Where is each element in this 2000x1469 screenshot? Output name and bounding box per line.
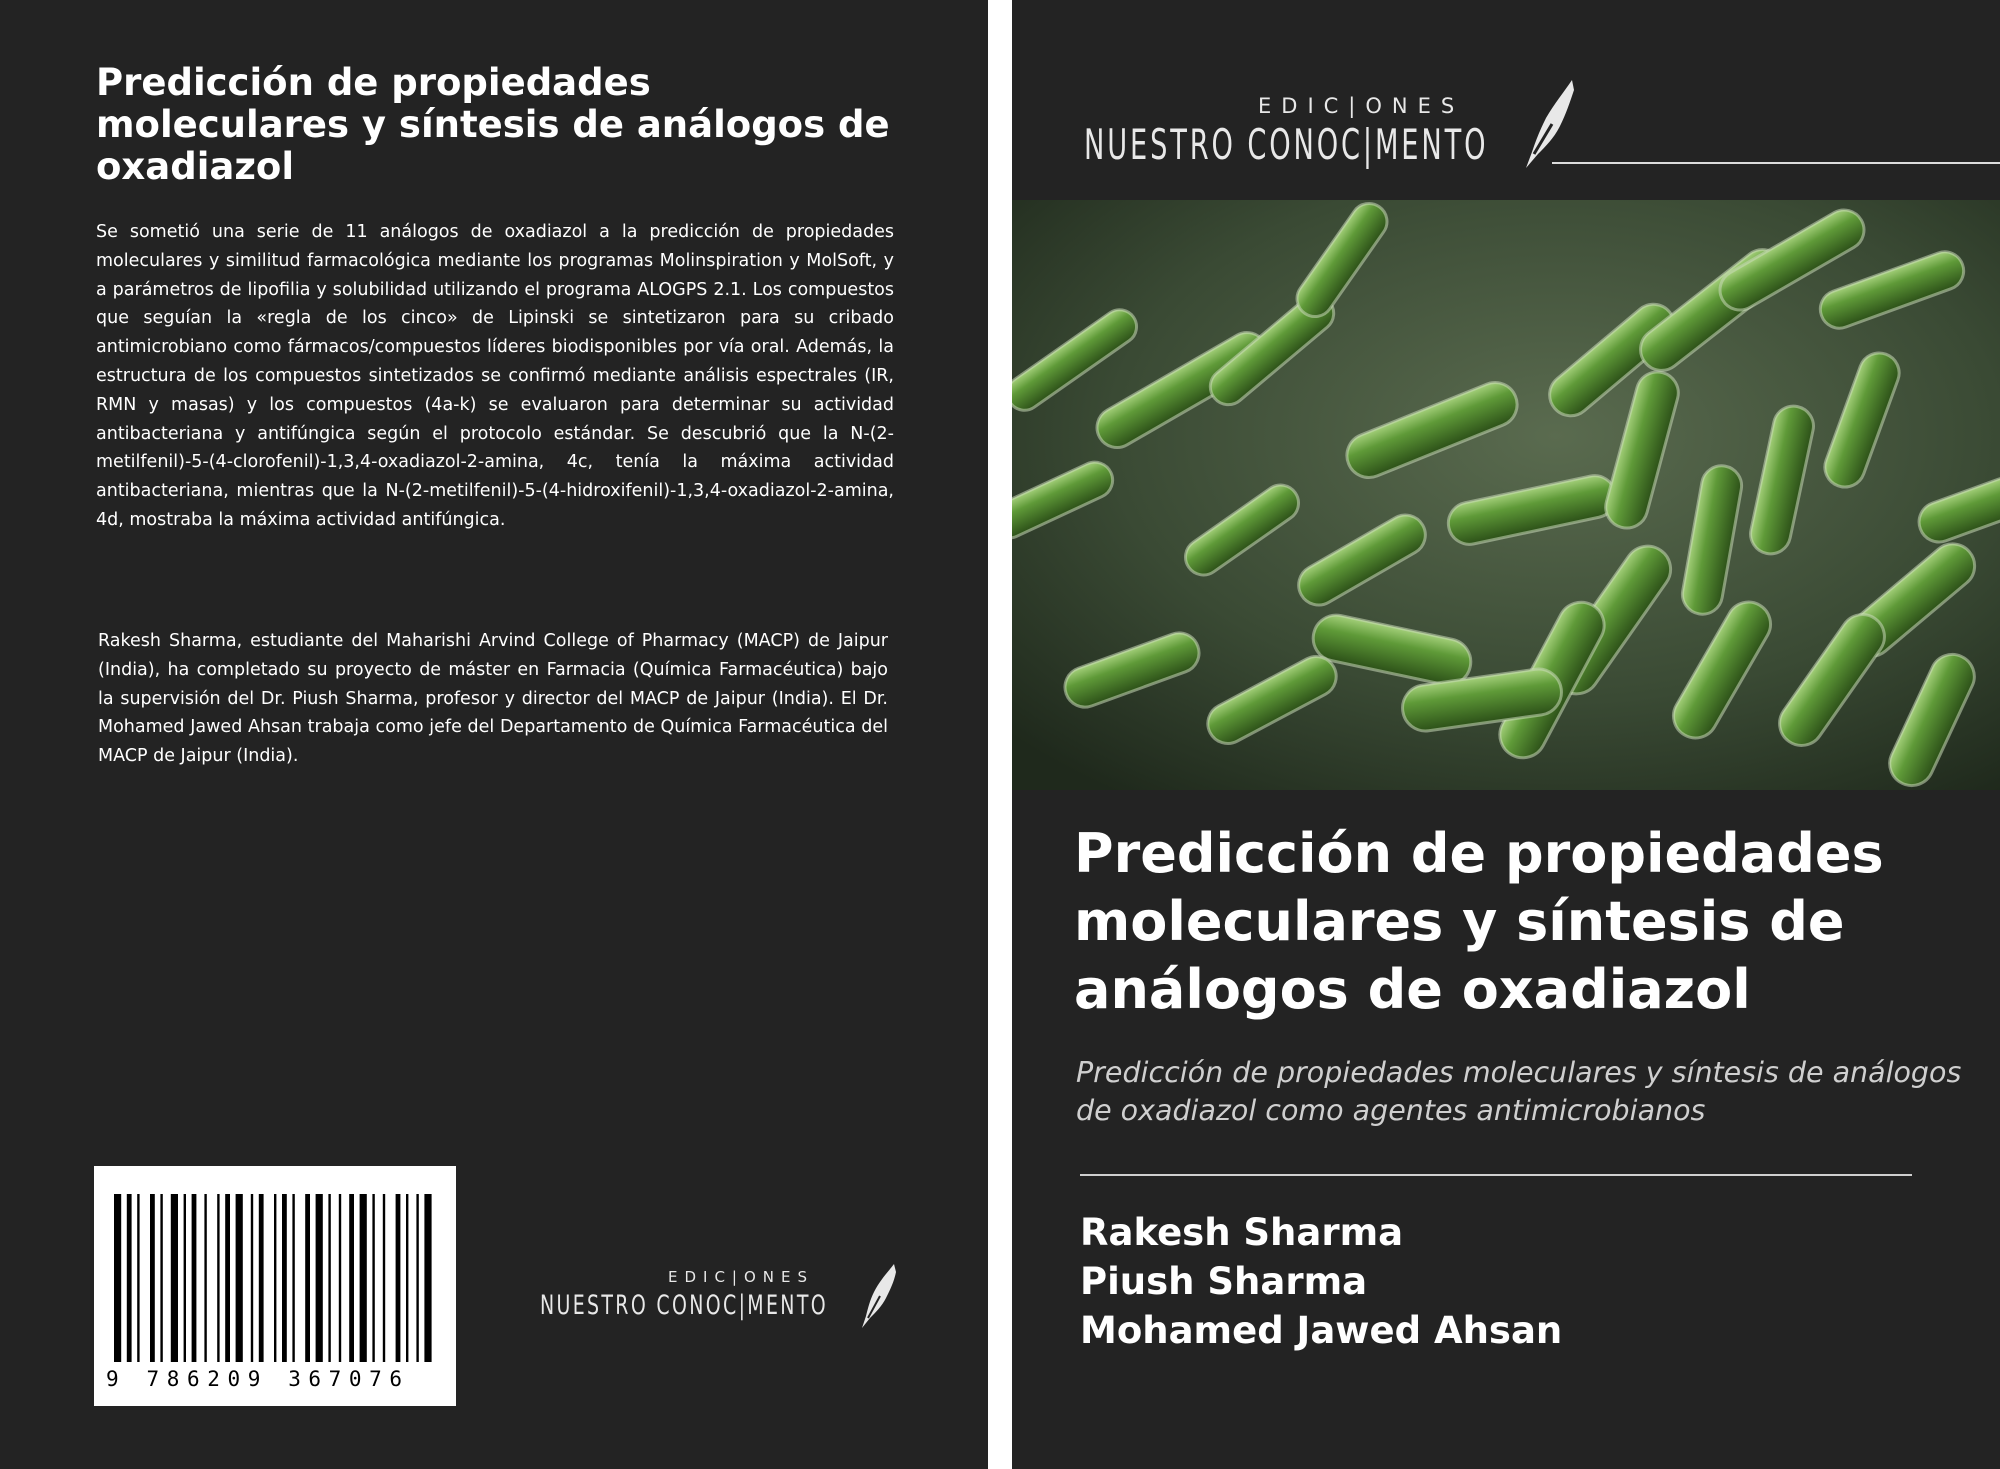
publisher-logo-front: [1072, 78, 2000, 178]
author-list: [1080, 1208, 1960, 1355]
barcode-bar: [184, 1194, 186, 1362]
barcode-bar: [137, 1194, 139, 1362]
publisher-line-2: NUESTRO CONOC|MENTO: [1084, 120, 1489, 169]
barcode-bar: [127, 1194, 132, 1362]
barcode-bar: [416, 1194, 418, 1362]
barcode-bar: [372, 1194, 374, 1362]
back-cover: [0, 0, 988, 1469]
barcode-bar: [305, 1194, 310, 1362]
back-cover-title: Predicción de propiedades moleculares y síntesis de análogos de oxadiazol: [96, 61, 890, 188]
barcode-bar: [406, 1194, 408, 1362]
fountain-pen-icon: [858, 1262, 900, 1330]
author-name: Mohamed Jawed Ahsan: [1080, 1309, 1563, 1352]
barcode-bar: [424, 1194, 431, 1362]
front-cover: [1012, 0, 2000, 1469]
barcode-number: 9 786209 367076: [106, 1367, 410, 1391]
logo-rule: [1552, 162, 2000, 164]
author-name: Rakesh Sharma: [1080, 1211, 1404, 1254]
back-cover-abstract: Se sometió una serie de 11 análogos de oxadiazol a la predicción de propiedades moleculares y similitud farmacológica mediante los programas Molinspiration y MolSoft, y a parámetros de lipofilia y solubilidad utilizando el programa ALOGPS 2.1. Los compuestos que seguían la «regla de los cinco» de Lipinski se sintetizaron para su cribado antimicrobiano como fármacos/compuestos líderes biodisponibles por vía oral. Además, la estructura de los compuestos sintetizados se confirmó mediante análisis espectrales (IR, RMN y masas) y los compuestos (4a-k) se evaluaron para determinar su actividad antibacteriana y antifúngica según el protocolo estándar. Se descubrió que la N-(2-metilfenil)-5-(4-clorofenil)-1,3,4-oxadiazol-2-amina, 4c, tenía la máxima actividad antibacteriana, mientras que la N-(2-metilfenil)-5-(4-hidroxifenil)-1,3,4-oxadiazol-2-amina, 4d, mostraba la máxima actividad antifúngica.: [96, 222, 894, 530]
barcode-bar: [171, 1194, 178, 1362]
publisher-line-2: NUESTRO CONOC|MENTO: [540, 1290, 828, 1321]
barcode-bar: [150, 1194, 155, 1362]
barcode-bar: [251, 1194, 253, 1362]
barcode-bar: [396, 1194, 401, 1362]
barcode-bar: [160, 1194, 162, 1362]
publisher-logo-back: [540, 1262, 900, 1332]
book-title: Predicción de propiedades moleculares y síntesis de análogos de oxadiazol: [1074, 822, 1884, 1021]
barcode-bar: [204, 1194, 206, 1362]
barcode-bar: [360, 1194, 367, 1362]
barcode-bar: [316, 1194, 323, 1362]
bacteria-cover-image: [1012, 200, 2000, 790]
barcode-bars: [114, 1194, 436, 1364]
author-name: Piush Sharma: [1080, 1260, 1368, 1303]
fountain-pen-icon: [1522, 78, 1578, 170]
barcode-bar: [349, 1194, 354, 1362]
barcode-bar: [292, 1194, 294, 1362]
publisher-line-1: EDIC|ONES: [1258, 94, 1465, 118]
barcode-bar: [282, 1194, 287, 1362]
barcode-bar: [217, 1194, 219, 1362]
barcode-bar: [236, 1194, 243, 1362]
barcode-bar: [339, 1194, 341, 1362]
isbn-barcode: [94, 1166, 456, 1406]
barcode-bar: [328, 1194, 330, 1362]
barcode-bar: [274, 1194, 276, 1362]
barcode-bar: [225, 1194, 230, 1362]
barcode-bar: [114, 1194, 121, 1362]
barcode-bar: [192, 1194, 197, 1362]
book-subtitle: Predicción de propiedades moleculares y síntesis de análogos de oxadiazol como agentes antimicrobianos: [1076, 1056, 1962, 1127]
author-biography: Rakesh Sharma, estudiante del Maharishi Arvind College of Pharmacy (MACP) de Jaipur (India), ha completado su proyecto de máster en Farmacia (Química Farmacéutica) bajo la supervisión del Dr. Piush Sharma, profesor y director del MACP de Jaipur (India). El Dr. Mohamed Jawed Ahsan trabaja como jefe del Departamento de Química Farmacéutica del MACP de Jaipur (India).: [98, 631, 888, 767]
barcode-bar: [383, 1194, 385, 1362]
barcode-bar: [259, 1194, 264, 1362]
publisher-line-1: EDIC|ONES: [668, 1268, 815, 1286]
divider: [1080, 1174, 1912, 1176]
